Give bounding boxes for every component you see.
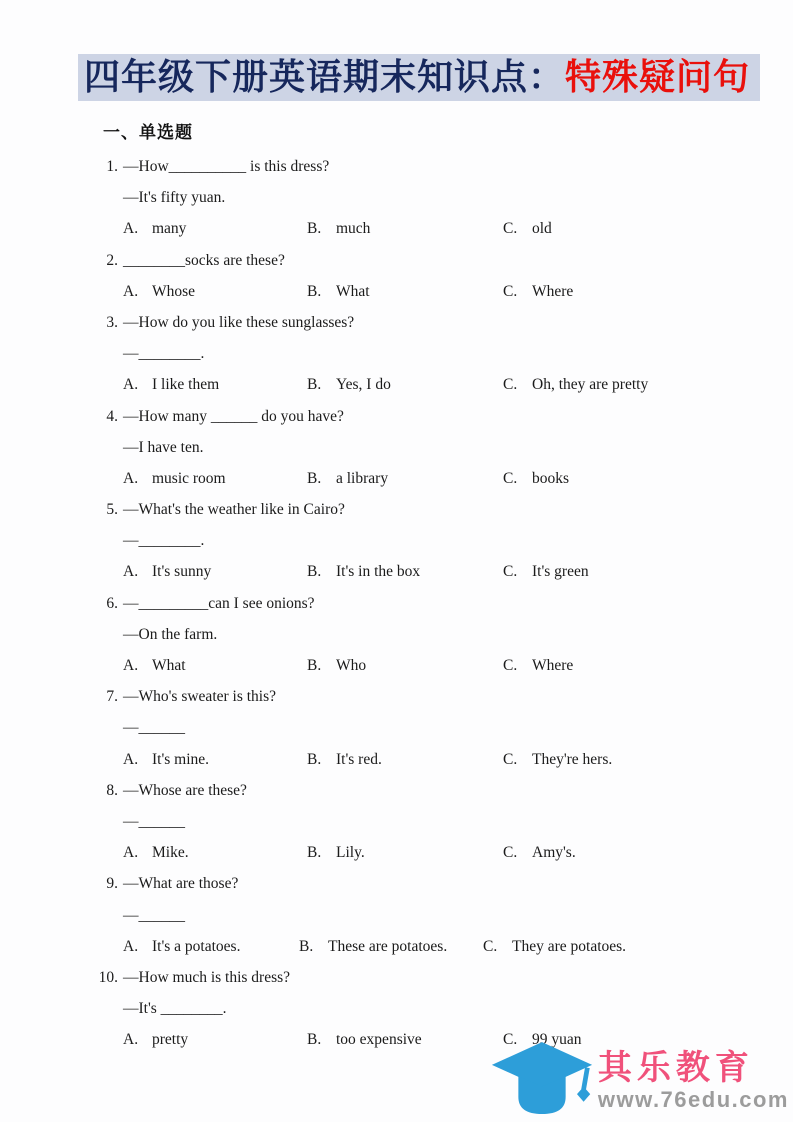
option-letter: C. bbox=[503, 376, 518, 394]
answer-line bbox=[123, 338, 793, 369]
option bbox=[123, 276, 307, 307]
question-prompt-line bbox=[90, 588, 793, 619]
brand-name: 其乐教育 bbox=[597, 1048, 754, 1087]
question-block bbox=[0, 868, 793, 962]
question-block bbox=[0, 245, 793, 307]
option bbox=[123, 650, 307, 681]
option-letter: B. bbox=[307, 657, 322, 674]
option-letter: C. bbox=[503, 469, 518, 487]
brand-url: www.76edu.com bbox=[597, 1086, 789, 1112]
option bbox=[503, 837, 576, 868]
option bbox=[123, 1024, 307, 1055]
option-text: too expensive bbox=[336, 1031, 422, 1049]
options-row bbox=[123, 931, 793, 962]
answer-line bbox=[123, 806, 793, 837]
option-text: Where bbox=[532, 282, 574, 300]
option-text: 99 yuan bbox=[532, 1031, 582, 1049]
option-text: It's mine. bbox=[152, 750, 210, 768]
question-block bbox=[0, 307, 793, 401]
option-letter: B. bbox=[307, 376, 322, 394]
option-text: old bbox=[532, 220, 552, 238]
options-row bbox=[123, 369, 793, 400]
option-text: many bbox=[152, 220, 187, 238]
options-row bbox=[123, 837, 793, 868]
options-row bbox=[123, 213, 793, 244]
question-prompt-line bbox=[90, 151, 793, 182]
title-main-text: 四年级下册英语期末知识点： bbox=[84, 56, 566, 97]
option-text: Whose bbox=[152, 282, 196, 300]
answer-text: —It's fifty yuan. bbox=[123, 189, 226, 207]
option-letter: B. bbox=[307, 282, 322, 300]
answer-text: —________. bbox=[123, 532, 205, 550]
option-text: Oh, they are pretty bbox=[532, 376, 649, 394]
answer-line bbox=[123, 900, 793, 931]
answer-text: —______ bbox=[123, 812, 185, 830]
title-highlight-text: 特殊疑问句 bbox=[565, 56, 751, 97]
question-block bbox=[0, 494, 793, 588]
option-text: a library bbox=[336, 469, 389, 487]
question-list bbox=[0, 151, 793, 1055]
option-letter: B. bbox=[307, 469, 322, 487]
option-text: It's a potatoes. bbox=[152, 937, 241, 955]
question-prompt: —How do you like these sunglasses? bbox=[123, 313, 355, 331]
question-prompt: —What's the weather like in Cairo? bbox=[123, 501, 345, 519]
question-number: 7. bbox=[106, 688, 118, 706]
answer-line bbox=[123, 182, 793, 213]
option-text: They're hers. bbox=[532, 750, 613, 768]
option-letter: C. bbox=[503, 657, 518, 674]
options-row bbox=[123, 556, 793, 587]
answer-text: —On the farm. bbox=[123, 625, 218, 643]
page-title bbox=[78, 54, 760, 101]
option-letter: A. bbox=[123, 750, 139, 768]
graduation-cap-icon bbox=[490, 1040, 594, 1120]
question-prompt-line bbox=[90, 245, 793, 276]
option-text: What bbox=[336, 282, 370, 300]
option bbox=[503, 650, 573, 681]
option-text: It's green bbox=[532, 563, 589, 581]
option-letter: C. bbox=[503, 220, 518, 238]
question-prompt: —What are those? bbox=[123, 875, 239, 893]
option-text: much bbox=[336, 220, 371, 238]
option-letter: C. bbox=[503, 563, 518, 581]
answer-line bbox=[123, 432, 793, 463]
option-letter: A. bbox=[123, 563, 139, 581]
option bbox=[123, 463, 307, 494]
option bbox=[123, 837, 307, 868]
option-letter: A. bbox=[123, 1031, 139, 1049]
question-number: 6. bbox=[106, 594, 118, 612]
option-text: music room bbox=[152, 469, 226, 487]
option bbox=[503, 744, 612, 775]
question-number: 2. bbox=[106, 251, 118, 269]
question-block bbox=[0, 151, 793, 245]
footer-logo bbox=[490, 1040, 789, 1120]
answer-text: —I have ten. bbox=[123, 438, 204, 456]
question-prompt-line bbox=[90, 775, 793, 806]
question-number: 3. bbox=[106, 313, 118, 331]
option-text: It's in the box bbox=[336, 563, 421, 581]
option bbox=[307, 650, 503, 681]
option-letter: C. bbox=[503, 1031, 518, 1049]
option-text: pretty bbox=[152, 1031, 189, 1049]
option bbox=[123, 744, 307, 775]
option-letter: A. bbox=[123, 844, 139, 862]
question-block bbox=[0, 588, 793, 682]
options-row bbox=[123, 744, 793, 775]
option bbox=[123, 556, 307, 587]
options-row bbox=[123, 650, 793, 681]
question-prompt: ________socks are these? bbox=[123, 251, 285, 269]
option-letter: B. bbox=[307, 1031, 322, 1049]
question-prompt: —Whose are these? bbox=[123, 781, 247, 799]
option bbox=[307, 556, 503, 587]
answer-text: —______ bbox=[123, 906, 185, 924]
option bbox=[123, 931, 299, 962]
option bbox=[307, 369, 503, 400]
footer-logo-text bbox=[598, 1049, 789, 1112]
option-text: Lily. bbox=[336, 844, 365, 862]
option bbox=[307, 213, 503, 244]
option bbox=[483, 931, 626, 962]
question-prompt-line bbox=[90, 962, 793, 993]
option-letter: B. bbox=[299, 937, 314, 955]
question-prompt: —Who's sweater is this? bbox=[123, 688, 277, 706]
question-block bbox=[0, 775, 793, 869]
question-number: 1. bbox=[106, 158, 118, 175]
option-letter: A. bbox=[123, 657, 139, 674]
option bbox=[307, 744, 503, 775]
option-text: books bbox=[532, 469, 570, 487]
option bbox=[503, 276, 573, 307]
section-heading: 一、单选题 bbox=[103, 123, 193, 142]
option-letter: A. bbox=[123, 220, 139, 238]
answer-text: —________. bbox=[123, 345, 205, 363]
option bbox=[503, 556, 589, 587]
options-row bbox=[123, 276, 793, 307]
option bbox=[503, 369, 648, 400]
answer-line bbox=[123, 993, 793, 1024]
option-text: It's sunny bbox=[152, 563, 212, 581]
question-block bbox=[0, 681, 793, 775]
option-text: These are potatoes. bbox=[328, 937, 448, 955]
option bbox=[307, 463, 503, 494]
answer-text: —It's ________. bbox=[123, 1000, 227, 1018]
question-block bbox=[0, 401, 793, 495]
option bbox=[307, 1024, 503, 1055]
question-number: 5. bbox=[106, 501, 118, 519]
option bbox=[503, 463, 569, 494]
option-letter: B. bbox=[307, 220, 322, 238]
question-prompt: —How__________ is this dress? bbox=[123, 158, 330, 175]
question-prompt-line bbox=[90, 681, 793, 712]
answer-line bbox=[123, 619, 793, 650]
option bbox=[299, 931, 483, 962]
question-prompt: —How many ______ do you have? bbox=[123, 407, 344, 425]
option-text: Mike. bbox=[152, 844, 189, 862]
option-letter: B. bbox=[307, 844, 322, 862]
option-text: Yes, I do bbox=[336, 376, 391, 394]
option-text: It's red. bbox=[336, 750, 382, 768]
option-letter: A. bbox=[123, 937, 139, 955]
option-text: Amy's. bbox=[532, 844, 576, 862]
option-letter: A. bbox=[123, 282, 139, 300]
option-letter: A. bbox=[123, 469, 139, 487]
option-text: I like them bbox=[152, 376, 220, 394]
option-text: What bbox=[152, 657, 186, 674]
question-number: 9. bbox=[106, 875, 118, 893]
option-text: Where bbox=[532, 657, 574, 674]
question-prompt-line bbox=[90, 401, 793, 432]
question-prompt-line bbox=[90, 307, 793, 338]
question-prompt: —_________can I see onions? bbox=[123, 594, 315, 612]
question-number: 4. bbox=[106, 407, 118, 425]
option-letter: C. bbox=[503, 844, 518, 862]
answer-line bbox=[123, 712, 793, 743]
option bbox=[307, 276, 503, 307]
option-letter: C. bbox=[503, 750, 518, 768]
option-letter: A. bbox=[123, 376, 139, 394]
option-letter: C. bbox=[483, 937, 498, 955]
option bbox=[123, 213, 307, 244]
option-text: Who bbox=[336, 657, 367, 674]
option-letter: C. bbox=[503, 282, 518, 300]
option-letter: B. bbox=[307, 563, 322, 581]
question-number: 10. bbox=[98, 968, 118, 986]
answer-text: —______ bbox=[123, 719, 185, 737]
option-text: They are potatoes. bbox=[512, 937, 627, 955]
option bbox=[307, 837, 503, 868]
question-prompt: —How much is this dress? bbox=[123, 968, 291, 986]
option bbox=[123, 369, 307, 400]
question-number: 8. bbox=[106, 781, 118, 799]
option-letter: B. bbox=[307, 750, 322, 768]
question-prompt-line bbox=[90, 494, 793, 525]
answer-line bbox=[123, 525, 793, 556]
question-prompt-line bbox=[90, 868, 793, 899]
options-row bbox=[123, 463, 793, 494]
option bbox=[503, 213, 552, 244]
